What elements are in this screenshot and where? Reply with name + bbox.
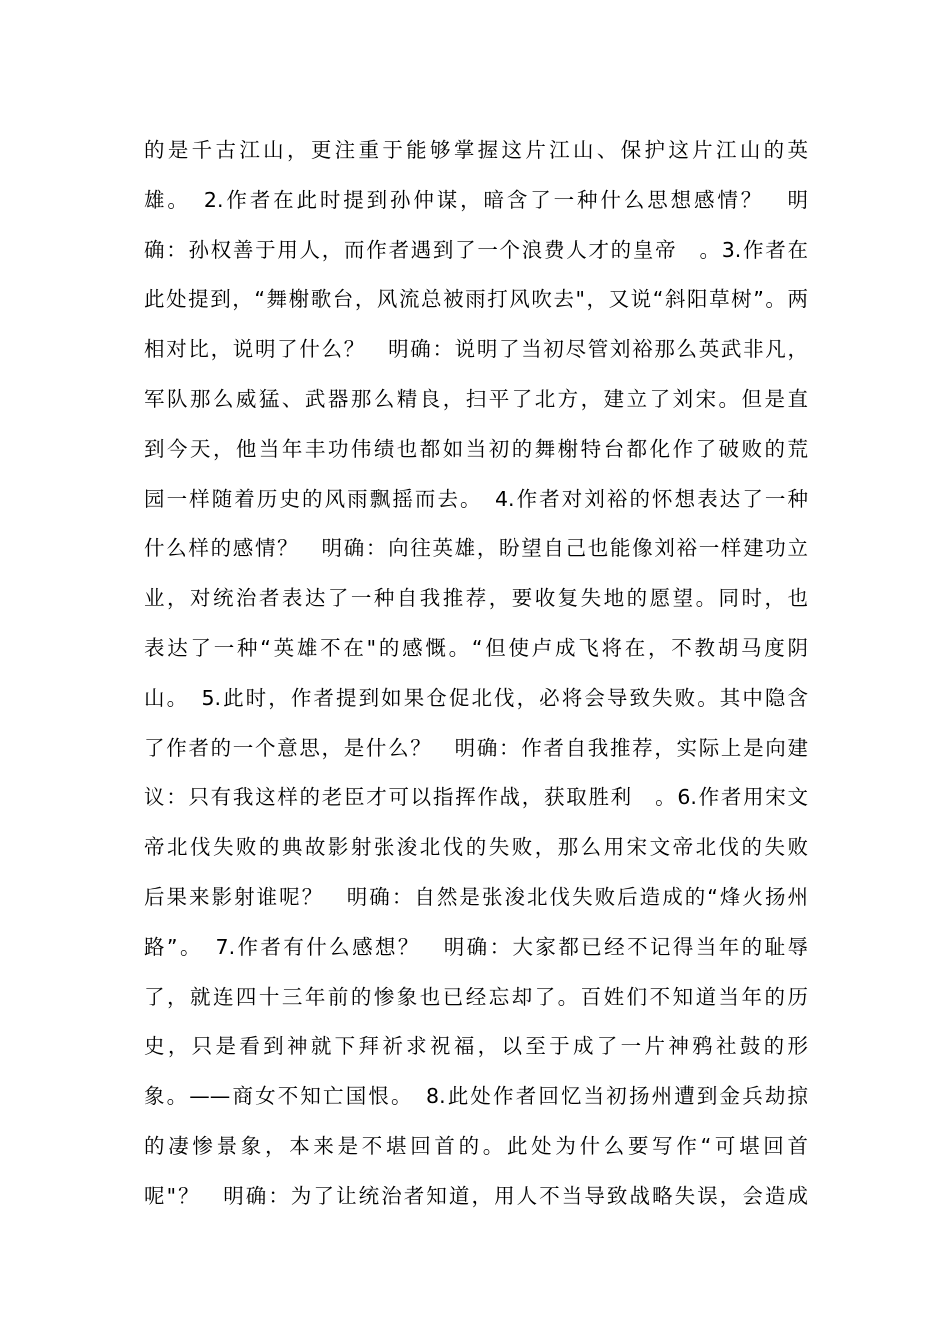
text-line-12: 山。 5.此时，作者提到如果仓促北伐，必将会导致失败。其中隐含 [144,685,808,710]
text-line-21: 的凄惨景象，本来是不堪回首的。此处为什么要写作“可堪回首 [144,1133,808,1158]
body-text [144,126,808,1222]
text-line-5: 相对比，说明了什么？ 明确：说明了当初尽管刘裕那么英武非凡， [144,337,808,362]
text-line-1: 的是千古江山，更注重于能够掌握这片江山、保护这片江山的英 [144,138,808,162]
text-line-13: 了作者的一个意思，是什么？ 明确：作者自我推荐，实际上是向建 [144,735,808,760]
text-line-22: 呢"？ 明确：为了让统治者知道，用人不当导致战略失误，会造成 [144,1183,808,1208]
text-line-10: 业，对统治者表达了一种自我推荐，要收复失地的愿望。同时，也 [144,586,808,611]
text-line-11: 表达了一种“英雄不在"的感慨。“但使卢成飞将在，不教胡马度阴 [144,635,808,660]
text-line-4: 此处提到，“舞榭歌台，风流总被雨打风吹去"，又说“斜阳草树”。两 [144,287,808,312]
text-line-6: 军队那么威猛、武器那么精良，扫平了北方，建立了刘宋。但是直 [144,386,808,411]
text-line-20: 象。——商女不知亡国恨。 8.此处作者回忆当初扬州遭到金兵劫掠 [144,1084,808,1109]
text-line-8: 园一样随着历史的风雨飘摇而去。 4.作者对刘裕的怀想表达了一种 [144,486,808,511]
text-line-15: 帝北伐失败的典故影射张浚北伐的失败，那么用宋文帝北伐的失败 [144,835,808,860]
text-line-9: 什么样的感情？ 明确：向往英雄，盼望自己也能像刘裕一样建功立 [144,536,808,561]
text-line-2: 雄。 2.作者在此时提到孙仲谋，暗含了一种什么思想感情？ 明 [144,187,808,212]
text-line-14: 议：只有我这样的老臣才可以指挥作战，获取胜利 。6.作者用宋文 [144,785,808,810]
text-line-18: 了，就连四十三年前的惨象也已经忘却了。百姓们不知道当年的历 [144,984,808,1009]
text-line-3: 确：孙权善于用人，而作者遇到了一个浪费人才的皇帝 。3.作者在 [144,237,808,262]
text-line-16: 后果来影射谁呢？ 明确：自然是张浚北伐失败后造成的“烽火扬州 [144,884,808,909]
text-line-7: 到今天，他当年丰功伟绩也都如当初的舞榭特台都化作了破败的荒 [144,436,808,461]
text-line-17: 路”。 7.作者有什么感想？ 明确：大家都已经不记得当年的耻辱 [144,934,808,959]
text-line-19: 史，只是看到神就下拜祈求祝福，以至于成了一片神鸦社鼓的形 [144,1034,808,1059]
